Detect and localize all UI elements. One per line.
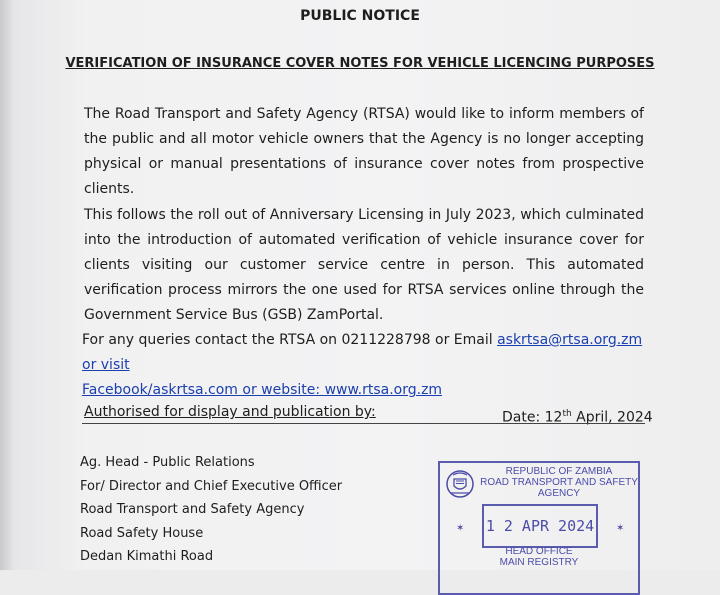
star-icon: ✶ — [456, 523, 465, 534]
contact-prefix: For any queries contact the RTSA on 0211228798 or Email — [82, 332, 498, 348]
paragraph-intro: The Road Transport and Safety Agency (RTSA) would like to inform members of the public and all motor vehicle owners that the Agency is no longer accepting physical or manual presentations of insurance cover notes from prospective clients. — [84, 106, 644, 197]
date-suffix-ordinal: th — [562, 409, 572, 419]
facebook-link[interactable]: Facebook/askrtsa.com — [82, 382, 238, 398]
signatory-line: Dedan Kimathi Road — [80, 549, 214, 564]
page-shadow — [0, 0, 14, 570]
signature-rule — [82, 423, 645, 424]
coat-of-arms-icon — [445, 469, 475, 499]
stamp-line-registry: MAIN REGISTRY — [499, 557, 579, 568]
notice-heading: PUBLIC NOTICE — [300, 8, 420, 24]
stamp-line-agency-name: ROAD TRANSPORT AND SAFETY — [480, 477, 638, 488]
notice-subject: VERIFICATION OF INSURANCE COVER NOTES FOR VEHICLE LICENCING PURPOSES — [65, 56, 655, 71]
contact-paragraph — [82, 328, 648, 403]
paragraph-background: This follows the roll out of Anniversary Licensing in July 2023, which culminated into the introduction of automated verification of vehicle insurance cover for clients visiting our customer service centre in person. This automated verification process mirrors the one used for RTSA services online through the Government Service Bus (GSB) ZamPortal. — [84, 207, 644, 323]
signatory-line: For/ Director and Chief Executive Officer — [80, 478, 343, 494]
stamp-date: 1 2 APR 2024 — [482, 504, 598, 548]
stamp-line-republic: REPUBLIC OF ZAMBIA — [505, 466, 613, 477]
website-prefix: or website: — [237, 382, 325, 398]
stamp-line-head-office: HEAD OFFICE — [505, 546, 573, 557]
visit-text: or visit — [82, 357, 130, 373]
stamp-line-agency: AGENCY — [537, 488, 581, 499]
signatory-line: Ag. Head - Public Relations — [80, 455, 255, 470]
signatory-block — [80, 451, 342, 569]
notice-date — [502, 404, 653, 428]
date-month-year: April, 2024 — [571, 409, 653, 426]
authorisation-label: Authorised for display and publication by: — [84, 404, 376, 420]
date-prefix: Date: 12 — [502, 409, 563, 426]
signatory-line: Road Safety House — [80, 525, 204, 541]
email-link[interactable]: askrtsa@rtsa.org.zm — [497, 332, 643, 348]
official-stamp — [438, 461, 640, 595]
signatory-line: Road Transport and Safety Agency — [80, 502, 305, 517]
star-icon: ✶ — [616, 523, 625, 534]
website-link[interactable]: www.rtsa.org.zm — [324, 382, 443, 398]
